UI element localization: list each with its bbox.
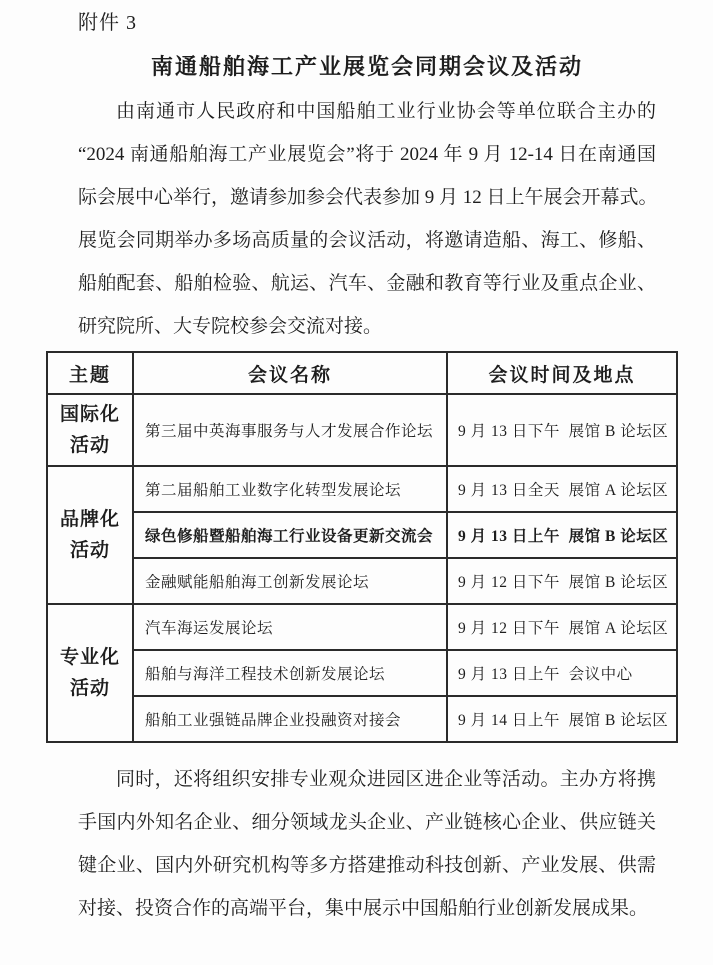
schedule-table (46, 351, 678, 743)
conference-name-cell: 船舶工业强链品牌企业投融资对接会 (133, 696, 447, 742)
table-header-row (47, 352, 677, 394)
conference-name-cell: 汽车海运发展论坛 (133, 604, 447, 650)
table-row (47, 650, 677, 696)
intro-line: 研究院所、大专院校参会交流对接。 (78, 316, 383, 337)
intro-line: 展览会同期举办多场高质量的会议活动，将邀请造船、海工、修船、 (78, 230, 656, 251)
theme-line: 国际化 (59, 404, 120, 425)
intro-line: 船舶配套、船舶检验、航运、汽车、金融和教育等行业及重点企业、 (78, 273, 656, 294)
attachment-label: 附件 3 (78, 12, 137, 34)
time-location-cell: 9 月 12 日下午 展馆 B 论坛区 (447, 558, 677, 604)
theme-cell-international (47, 394, 133, 466)
theme-line: 活动 (69, 678, 110, 699)
theme-cell-brand (47, 466, 133, 604)
intro-paragraph (78, 90, 656, 348)
closing-line: 手国内外知名企业、细分领域龙头企业、产业链核心企业、供应链关 (78, 812, 656, 833)
theme-line: 专业化 (59, 647, 120, 668)
time-location-cell: 9 月 13 日上午 会议中心 (447, 650, 677, 696)
theme-line: 活动 (69, 435, 110, 456)
table-row (47, 466, 677, 512)
theme-line: 活动 (69, 540, 110, 561)
table-row (47, 394, 677, 466)
theme-cell-professional (47, 604, 133, 742)
conference-name-cell: 金融赋能船舶海工创新发展论坛 (133, 558, 447, 604)
theme-line: 品牌化 (59, 509, 120, 530)
table-row (47, 558, 677, 604)
conference-name-cell: 第二届船舶工业数字化转型发展论坛 (133, 466, 447, 512)
time-location-cell: 9 月 13 日下午 展馆 B 论坛区 (447, 394, 677, 466)
time-location-cell: 9 月 14 日上午 展馆 B 论坛区 (447, 696, 677, 742)
intro-line: “2024 南通船舶海工产业展览会”将于 2024 年 9 月 12-14 日在南通国 (78, 144, 656, 165)
conference-name-cell: 船舶与海洋工程技术创新发展论坛 (133, 650, 447, 696)
intro-line: 由南通市人民政府和中国船舶工业行业协会等单位联合主办的 (116, 101, 656, 122)
col-header-theme: 主题 (47, 352, 133, 394)
conference-name-cell: 第三届中英海事服务与人才发展合作论坛 (133, 394, 447, 466)
closing-line: 对接、投资合作的高端平台，集中展示中国船舶行业创新发展成果。 (78, 898, 649, 919)
conference-name-cell: 绿色修船暨船舶海工行业设备更新交流会 (133, 512, 447, 558)
col-header-conference-name: 会议名称 (133, 352, 447, 394)
intro-line: 际会展中心举行，邀请参加参会代表参加 9 月 12 日上午展会开幕式。 (78, 187, 658, 208)
time-location-cell: 9 月 12 日下午 展馆 A 论坛区 (447, 604, 677, 650)
closing-paragraph (78, 758, 656, 930)
doc-title: 南通船舶海工产业展览会同期会议及活动 (150, 54, 583, 79)
time-location-cell: 9 月 13 日上午 展馆 B 论坛区 (447, 512, 677, 558)
closing-line: 键企业、国内外研究机构等多方搭建推动科技创新、产业发展、供需 (78, 855, 656, 876)
table-row-highlighted (47, 512, 677, 558)
closing-line: 同时，还将组织安排专业观众进园区进企业等活动。主办方将携 (116, 769, 656, 790)
table-row (47, 604, 677, 650)
col-header-time-location: 会议时间及地点 (447, 352, 677, 394)
time-location-cell: 9 月 13 日全天 展馆 A 论坛区 (447, 466, 677, 512)
table-row (47, 696, 677, 742)
